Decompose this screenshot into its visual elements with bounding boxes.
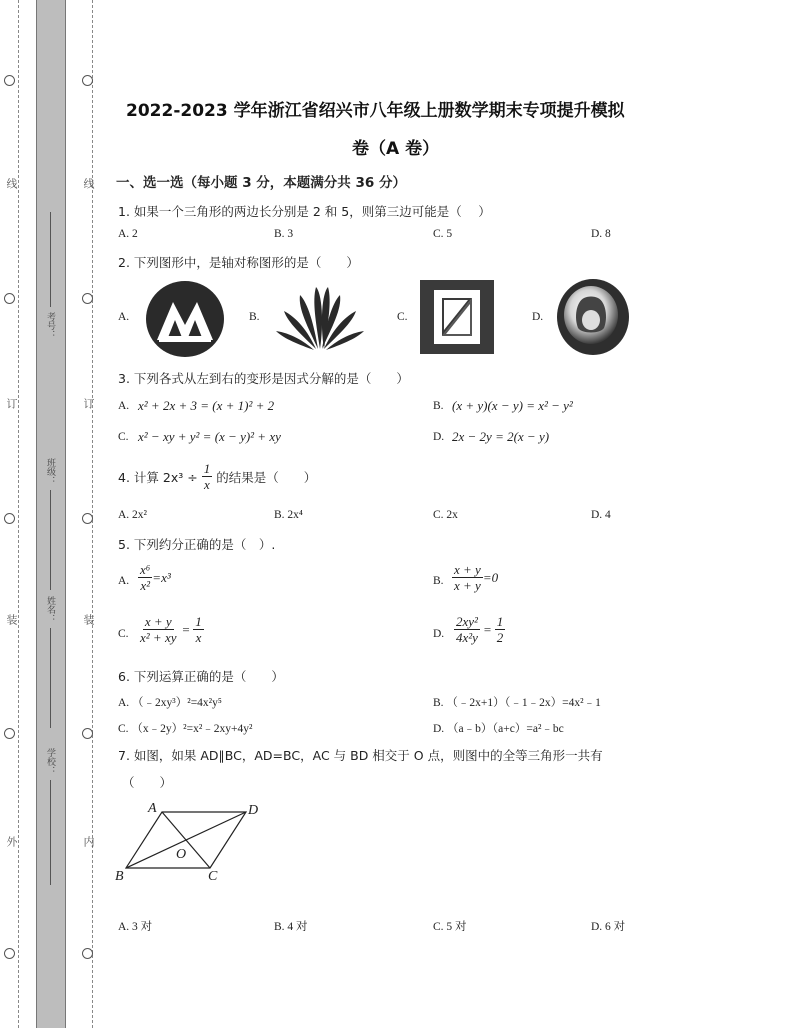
q5-option-c-label[interactable]: C. bbox=[118, 628, 129, 640]
q1-option-a[interactable]: A. 2 bbox=[118, 228, 138, 240]
page-title-line2: 卷（A 卷） bbox=[352, 139, 440, 159]
point-b-label: B bbox=[115, 869, 124, 884]
inner-dashed-line bbox=[92, 0, 93, 1028]
logo-b-image bbox=[272, 283, 368, 353]
point-d-label: D bbox=[248, 803, 259, 818]
binding-hole bbox=[4, 728, 15, 739]
q2-option-b-label[interactable]: B. bbox=[249, 311, 260, 323]
field-name-label: 姓名： bbox=[45, 596, 55, 623]
q5-option-b-expr bbox=[452, 562, 498, 593]
question-7-stem: 7. 如图，如果 AD∥BC，AD=BC，AC 与 BD 相交于 O 点，则图中的全等三角形一共有 bbox=[118, 748, 603, 763]
q3-option-b-label[interactable]: B. bbox=[433, 400, 444, 412]
q5-c-eq: = bbox=[181, 621, 191, 637]
logo-a-image bbox=[145, 280, 225, 358]
q3-option-d-expr: 2x − 2y = 2(x − y) bbox=[452, 429, 550, 444]
q5-option-a-label[interactable]: A. bbox=[118, 575, 130, 587]
point-a-label: A bbox=[148, 801, 157, 816]
q4-stem-pre: 4. 计算 2x³ ÷ bbox=[118, 469, 198, 485]
q3-option-d-label[interactable]: D. bbox=[433, 431, 445, 443]
field-exam-number-label: 考号： bbox=[45, 312, 55, 339]
q5-d-rden: 2 bbox=[496, 630, 504, 645]
q6-option-a[interactable]: A. （﹣2xy³）²=4x²y⁵ bbox=[118, 697, 222, 709]
q5-d-num: 2xy² bbox=[456, 614, 478, 629]
margin-char: 线 bbox=[82, 178, 95, 189]
q5-b-den: x + y bbox=[454, 578, 481, 593]
q5-c-rden: x bbox=[195, 630, 202, 645]
q3-option-c-label[interactable]: C. bbox=[118, 431, 129, 443]
logo-d-image bbox=[556, 278, 630, 356]
field-class-label: 班级： bbox=[45, 458, 55, 485]
margin-char: 内 bbox=[82, 836, 95, 847]
q3-option-a-expr: x² + 2x + 3 = (x + 1)² + 2 bbox=[138, 398, 275, 413]
field-exam-number-line[interactable] bbox=[50, 212, 51, 307]
binding-strip bbox=[36, 0, 66, 1028]
binding-hole bbox=[4, 293, 15, 304]
question-6-stem: 6. 下列运算正确的是（ ） bbox=[118, 669, 284, 684]
q7-option-d[interactable]: D. 6 对 bbox=[591, 921, 626, 933]
q6-option-b[interactable]: B. （﹣2x+1）（﹣1﹣2x）=4x²﹣1 bbox=[433, 697, 601, 709]
field-class-line[interactable] bbox=[50, 490, 51, 590]
q1-option-c[interactable]: C. 5 bbox=[433, 228, 453, 240]
q4-frac-den: x bbox=[204, 477, 210, 492]
margin-char: 装 bbox=[82, 614, 95, 625]
q5-a-rhs: =x³ bbox=[152, 569, 171, 585]
q5-option-d-expr bbox=[454, 614, 505, 645]
q4-fraction bbox=[202, 461, 213, 492]
question-4-stem bbox=[118, 461, 316, 492]
margin-char: 线 bbox=[5, 178, 18, 189]
q2-option-a-label[interactable]: A. bbox=[118, 311, 130, 323]
q5-option-d-label[interactable]: D. bbox=[433, 628, 445, 640]
binding-hole bbox=[4, 948, 15, 959]
binding-hole bbox=[4, 513, 15, 524]
q4-option-a[interactable]: A. 2x² bbox=[118, 509, 148, 521]
point-o-label: O bbox=[176, 847, 187, 862]
q3-option-b-expr: (x + y)(x − y) = x² − y² bbox=[452, 398, 573, 413]
field-name-line[interactable] bbox=[50, 628, 51, 728]
page-title: 2022-2023 学年浙江省绍兴市八年级上册数学期末专项提升模拟 bbox=[126, 101, 625, 121]
q4-option-b[interactable]: B. 2x⁴ bbox=[274, 509, 303, 521]
question-5-stem: 5. 下列约分正确的是（ ）. bbox=[118, 537, 276, 552]
q2-option-d-label[interactable]: D. bbox=[532, 311, 544, 323]
q5-c-num: x + y bbox=[144, 614, 172, 629]
q4-option-c[interactable]: C. 2x bbox=[433, 509, 458, 521]
q6-option-d[interactable]: D. （a﹣b）（a+c）=a²﹣bc bbox=[433, 723, 564, 735]
q5-c-den: x² + xy bbox=[140, 630, 177, 645]
q5-a-num: x⁶ bbox=[140, 562, 151, 577]
q7-option-a[interactable]: A. 3 对 bbox=[118, 921, 153, 933]
q7-parallelogram-figure bbox=[110, 796, 270, 888]
logo-c-image bbox=[420, 280, 494, 354]
q3-option-a-label[interactable]: A. bbox=[118, 400, 130, 412]
binding-hole bbox=[82, 728, 93, 739]
margin-char: 订 bbox=[5, 398, 18, 409]
q5-option-c-expr bbox=[138, 614, 204, 645]
q2-option-c-label[interactable]: C. bbox=[397, 311, 408, 323]
field-school-line[interactable] bbox=[50, 780, 51, 885]
point-c-label: C bbox=[208, 869, 218, 884]
question-1-stem: 1. 如果一个三角形的两边长分别是 2 和 5，则第三边可能是（ ） bbox=[118, 204, 491, 219]
section-heading: 一、选一选（每小题 3 分，本题满分共 36 分） bbox=[116, 175, 406, 191]
question-3-stem: 3. 下列各式从左到右的变形是因式分解的是（ ） bbox=[118, 371, 409, 386]
q5-d-den: 4x²y bbox=[456, 630, 478, 645]
q5-a-den: x² bbox=[140, 578, 150, 593]
binding-hole bbox=[82, 513, 93, 524]
q4-stem-post: 的结果是（ ） bbox=[216, 469, 317, 485]
q5-b-num: x + y bbox=[454, 562, 481, 577]
q5-d-rnum: 1 bbox=[496, 614, 504, 629]
q5-b-rhs: =0 bbox=[482, 569, 499, 585]
q7-option-c[interactable]: C. 5 对 bbox=[433, 921, 467, 933]
q5-option-b-label[interactable]: B. bbox=[433, 575, 444, 587]
margin-char: 装 bbox=[5, 614, 18, 625]
margin-char: 订 bbox=[82, 398, 95, 409]
q1-option-d[interactable]: D. 8 bbox=[591, 228, 611, 240]
q3-option-c-expr: x² − xy + y² = (x − y)² + xy bbox=[138, 429, 281, 444]
field-school-label: 学校： bbox=[45, 748, 55, 775]
question-2-stem: 2. 下列图形中，是轴对称图形的是（ ） bbox=[118, 255, 359, 270]
margin-char: 外 bbox=[5, 836, 18, 847]
binding-hole bbox=[82, 948, 93, 959]
q5-d-eq: = bbox=[482, 621, 492, 637]
q4-option-d[interactable]: D. 4 bbox=[591, 509, 611, 521]
binding-hole bbox=[82, 75, 93, 86]
q7-option-b[interactable]: B. 4 对 bbox=[274, 921, 308, 933]
q4-frac-num: 1 bbox=[203, 461, 211, 476]
q5-c-rnum: 1 bbox=[195, 614, 202, 629]
binding-hole bbox=[4, 75, 15, 86]
q6-option-c[interactable]: C. （x﹣2y）²=x²﹣2xy+4y² bbox=[118, 723, 253, 735]
q1-option-b[interactable]: B. 3 bbox=[274, 228, 294, 240]
binding-hole bbox=[82, 293, 93, 304]
q5-option-a-expr bbox=[138, 562, 171, 593]
question-7-stem-2: （ ） bbox=[122, 775, 173, 790]
outer-dashed-line bbox=[18, 0, 19, 1028]
